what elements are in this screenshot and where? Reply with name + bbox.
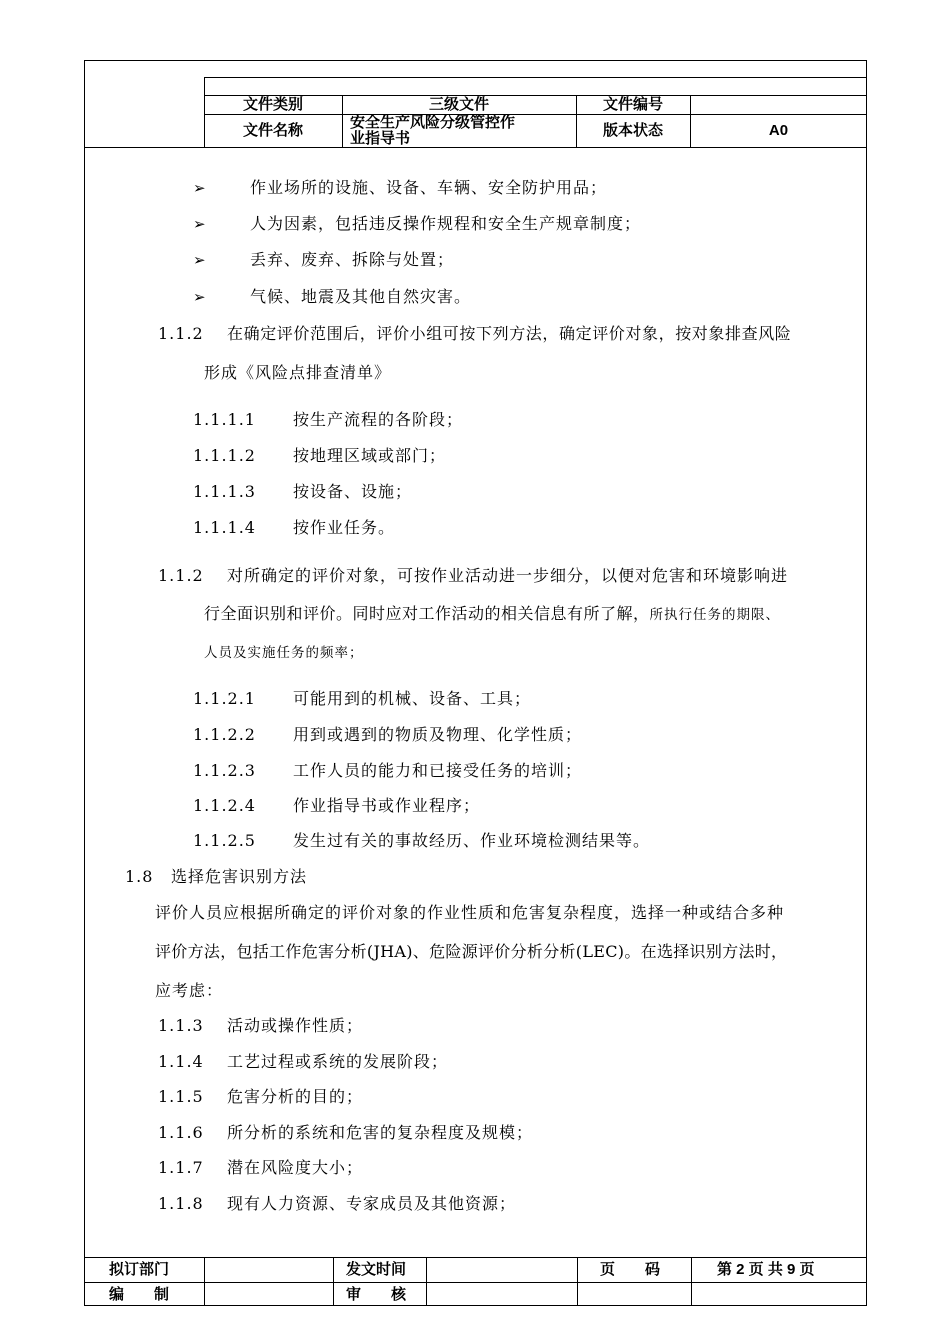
item-text: 工作人员的能力和已接受任务的培训；	[293, 761, 583, 780]
item-number: 1.1.5	[158, 1087, 204, 1106]
item-text: 活动或操作性质；	[227, 1016, 364, 1035]
footer-rule	[84, 1282, 867, 1283]
item-text: 按生产流程的各阶段；	[293, 410, 464, 429]
item-number: 1.1.2.2	[193, 725, 256, 744]
bullet-arrow-icon: ➢	[193, 288, 206, 306]
footer-rule	[333, 1257, 334, 1306]
doc-name-label: 文件名称	[242, 122, 303, 139]
doc-name-value	[350, 115, 576, 147]
bullet-arrow-icon: ➢	[193, 179, 206, 197]
bullet-item: 气候、地震及其他自然灾害。	[250, 287, 472, 306]
item-number: 1.1.1.1	[193, 410, 256, 429]
section-text: 对所确定的评价对象，可按作业活动进一步细分，以便对危害和环境影响进	[227, 566, 789, 585]
item-text: 按作业任务。	[293, 518, 396, 537]
item-text: 作业指导书或作业程序；	[293, 796, 481, 815]
section-text: 在确定评价范围后，评价小组可按下列方法，确定评价对象，按对象排查风险	[227, 324, 792, 343]
reviewer-label: 审 核	[346, 1286, 407, 1303]
section-number: 1.1.2	[158, 566, 204, 585]
footer-rule	[691, 1257, 692, 1306]
doc-name-line: 业指导书	[350, 130, 411, 147]
item-text: 按设备、设施；	[293, 482, 413, 501]
section-text-part: 所执行任务的期限、	[649, 607, 781, 623]
bullet-item: 人为因素，包括违反操作规程和安全生产规章制度；	[250, 214, 642, 233]
section-text	[204, 604, 780, 625]
item-number: 1.1.2.3	[193, 761, 256, 780]
issue-time-label: 发文时间	[346, 1261, 407, 1278]
item-number: 1.1.7	[158, 1158, 204, 1177]
item-text: 所分析的系统和危害的复杂程度及规模；	[227, 1123, 534, 1142]
header-rule	[204, 77, 867, 78]
header-separator	[84, 147, 867, 148]
paragraph-line: 评价人员应根据所确定的评价对象的作业性质和危害复杂程度，选择一种或结合多种	[155, 903, 785, 922]
page-frame	[84, 60, 867, 1306]
item-text: 危害分析的目的；	[227, 1087, 364, 1106]
section-title: 选择危害识别方法	[171, 867, 308, 886]
footer-rule	[84, 1257, 867, 1258]
bullet-item: 作业场所的设施、设备、车辆、安全防护用品；	[250, 178, 608, 197]
doc-number-label: 文件编号	[602, 96, 663, 113]
bullet-item: 丢弃、废弃、拆除与处置；	[250, 250, 455, 269]
doc-type-label: 文件类别	[242, 96, 303, 113]
doc-name-line: 安全生产风险分级管控作	[350, 114, 516, 131]
item-text: 用到或遇到的物质及物理、化学性质；	[293, 725, 583, 744]
item-number: 1.1.3	[158, 1016, 204, 1035]
item-number: 1.1.4	[158, 1052, 204, 1071]
section-number: 1.1.2	[158, 324, 204, 343]
section-text: 形成《风险点排查清单》	[204, 363, 392, 382]
item-text: 按地理区域或部门；	[293, 446, 447, 465]
document-footer-table	[84, 1257, 867, 1306]
doc-type-value: 三级文件	[428, 96, 489, 113]
bullet-arrow-icon: ➢	[193, 215, 206, 233]
compiler-label: 编 制	[109, 1286, 170, 1303]
version-value: A0	[768, 122, 789, 139]
page-number-label: 页 码	[600, 1261, 661, 1278]
item-number: 1.1.1.4	[193, 518, 256, 537]
page-number-value: 第 2 页 共 9 页	[717, 1261, 815, 1278]
section-number: 1.8	[125, 867, 154, 886]
footer-rule	[426, 1257, 427, 1306]
item-number: 1.1.1.2	[193, 446, 256, 465]
drafting-dept-label: 拟订部门	[109, 1261, 170, 1278]
item-text: 工艺过程或系统的发展阶段；	[227, 1052, 449, 1071]
header-rule	[204, 95, 867, 96]
item-text: 可能用到的机械、设备、工具；	[293, 689, 532, 708]
item-number: 1.1.6	[158, 1123, 204, 1142]
item-text: 现有人力资源、专家成员及其他资源；	[227, 1194, 517, 1213]
footer-rule	[204, 1257, 205, 1306]
section-text-part: 行全面识别和评价。同时应对工作活动的相关信息有所了解，	[204, 604, 650, 623]
item-number: 1.1.1.3	[193, 482, 256, 501]
item-text: 潜在风险度大小；	[227, 1158, 364, 1177]
header-rule	[690, 95, 691, 147]
paragraph-line: 评价方法，包括工作危害分析(JHA)、危险源评价分析分析(LEC)。在选择识别方法时，	[155, 942, 788, 961]
item-number: 1.1.8	[158, 1194, 204, 1213]
bullet-arrow-icon: ➢	[193, 251, 206, 269]
item-number: 1.1.2.4	[193, 796, 256, 815]
document-header-table	[204, 77, 867, 147]
item-text: 发生过有关的事故经历、作业环境检测结果等。	[293, 831, 651, 850]
item-number: 1.1.2.5	[193, 831, 256, 850]
section-text: 人员及实施任务的频率；	[204, 645, 364, 661]
item-number: 1.1.2.1	[193, 689, 256, 708]
paragraph-line: 应考虑：	[155, 981, 224, 1000]
footer-rule	[577, 1257, 578, 1306]
version-label: 版本状态	[602, 122, 663, 139]
